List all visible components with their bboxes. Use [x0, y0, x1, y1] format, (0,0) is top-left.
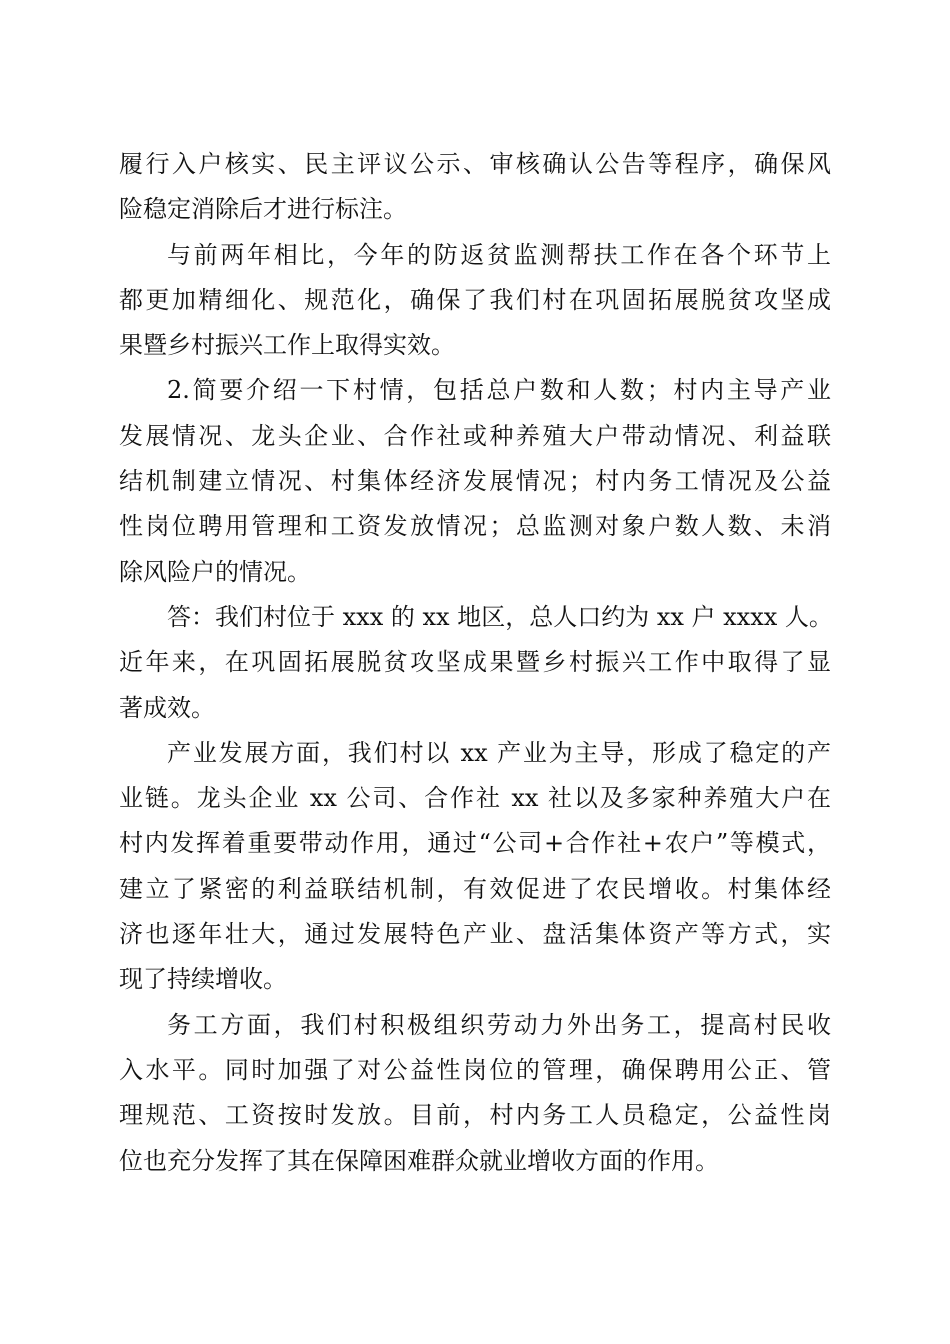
- paragraph-5: [119, 731, 831, 1003]
- text-line: 业链。龙头企业 xx 公司、合作社 xx 社以及多家种养殖大户在: [119, 784, 831, 813]
- text-line: 济也逐年壮大，通过发展特色产业、盘活集体资产等方式，实: [119, 920, 831, 949]
- text-line: 性岗位聘用管理和工资发放情况；总监测对象户数人数、未消: [119, 512, 831, 541]
- text-line: 果暨乡村振兴工作上取得实效。: [119, 331, 455, 360]
- text-line: 村内发挥着重要带动作用，通过“公司+合作社+农户”等模式，: [119, 829, 831, 858]
- document-body: [119, 142, 831, 1184]
- text-line: 履行入户核实、民主评议公示、审核确认公告等程序，确保风: [119, 150, 831, 178]
- text-line: 位也充分发挥了其在保障困难群众就业增收方面的作用。: [119, 1146, 719, 1175]
- text-line: 与前两年相比，今年的防返贫监测帮扶工作在各个环节上: [167, 240, 831, 269]
- text-line: 答：我们村位于 xxx 的 xx 地区，总人口约为 xx 户 xxxx 人。: [167, 602, 833, 631]
- text-line: 务工方面，我们村积极组织劳动力外出务工，提高村民收: [167, 1010, 831, 1039]
- text-line: 理规范、工资按时发放。目前，村内务工人员稳定，公益性岗: [119, 1101, 831, 1130]
- text-line: 近年来，在巩固拓展脱贫攻坚成果暨乡村振兴工作中取得了显: [119, 648, 831, 677]
- paragraph-3: [119, 368, 831, 594]
- text-line: 入水平。同时加强了对公益性岗位的管理，确保聘用公正、管: [119, 1055, 831, 1084]
- paragraph-2: [119, 233, 831, 369]
- text-line: 建立了紧密的利益联结机制，有效促进了农民增收。村集体经: [119, 874, 831, 903]
- text-line: 除风险户的情况。: [119, 557, 311, 586]
- text-line: 险稳定消除后才进行标注。: [119, 195, 407, 224]
- paragraph-1: [119, 142, 831, 233]
- text-line: 结机制建立情况、村集体经济发展情况；村内务工情况及公益: [119, 467, 831, 496]
- text-line: 著成效。: [119, 693, 215, 722]
- paragraph-4: [119, 595, 831, 731]
- text-line: 都更加精细化、规范化，确保了我们村在巩固拓展脱贫攻坚成: [119, 285, 831, 314]
- text-line: 产业发展方面，我们村以 xx 产业为主导，形成了稳定的产: [167, 738, 831, 767]
- paragraph-6: [119, 1003, 831, 1184]
- text-line: 发展情况、龙头企业、合作社或种养殖大户带动情况、利益联: [119, 421, 831, 450]
- text-line: 2.简要介绍一下村情，包括总户数和人数；村内主导产业: [167, 376, 831, 405]
- text-line: 现了持续增收。: [119, 965, 287, 994]
